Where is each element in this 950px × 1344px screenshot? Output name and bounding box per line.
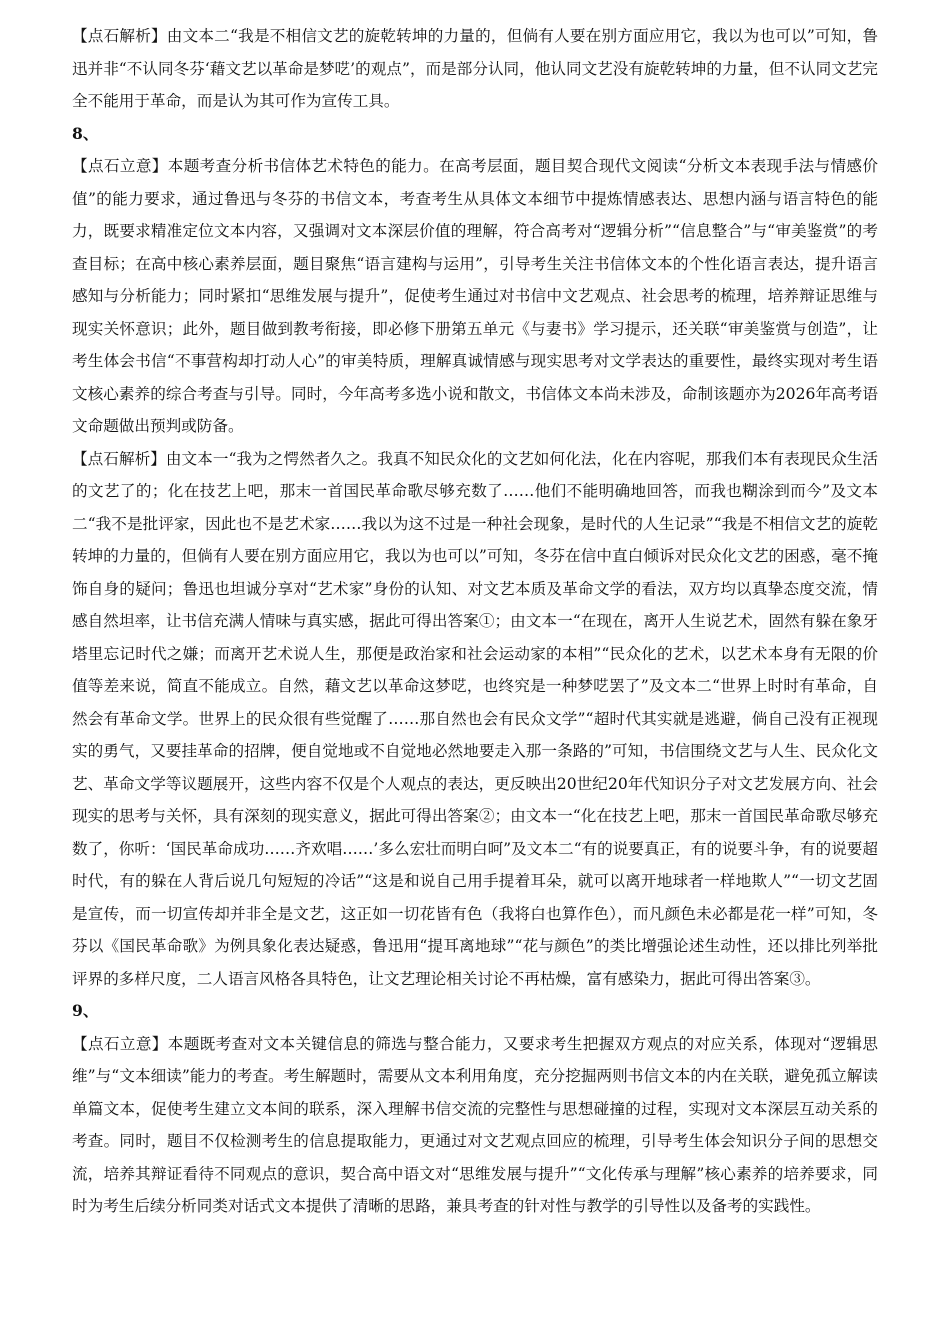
intent-paragraph-q8: 【点石立意】本题考查分析书信体艺术特色的能力。在高考层面，题目契合现代文阅读“分析文本表现手法与情感价值”的能力要求，通过鲁迅与冬芬的书信文本，考查考生从具体文本细节中提炼情感表达、思想内涵与语言特色的能力，既要求精准定位文本内容，又强调对文本深层价值的理解，符合高考对“逻辑分析”“信息整合”与“审美鉴赏”的考查目标；在高中核心素养层面，题目聚焦“语言建构与运用”，引导考生关注书信体文本的个性化语言表达，提升语言感知与分析能力；同时紧扣“思维发展与提升”，促使考生通过对书信中文艺观点、社会思考的梳理，培养辩证思维与现实关怀意识；此外，题目做到教考衔接，即必修下册第五单元《与妻书》学习提示，还关联“审美鉴赏与创造”，让考生体会书信“不事营构却打动人心”的审美特质，理解真诚情感与现实思考对文学表达的重要性，最终实现对考生语文核心素养的综合考查与引导。同时，今年高考多选小说和散文，书信体文本尚未涉及，命制该题亦为2026年高考语文命题做出预判或防备。 <box>72 157 878 435</box>
question-number-9: 9、 <box>72 1001 99 1020</box>
analysis-paragraph-q7: 【点石解析】由文本二“我是不相信文艺的旋乾转坤的力量的，但倘有人要在别方面应用它，我以为也可以”可知，鲁迅并非“不认同冬芬‘藉文艺以革命是梦呓’的观点”，而是部分认同，他认同文艺没有旋乾转坤的力量，但不认同文艺完全不能用于革命，而是认为其可作为宣传工具。 <box>72 27 878 110</box>
analysis-paragraph-q8: 【点石解析】由文本一“我为之愕然者久之。我真不知民众化的文艺如何化法，化在内容呢，那我们本有表现民众生活的文艺了的；化在技艺上吧，那末一首国民革命歌尽够充数了……他们不能明确地回答，而我也糊涂到而今”及文本二“我不是批评家，因此也不是艺术家……我以为这不过是一种社会现象，是时代的人生记录”“我是不相信文艺的旋乾转坤的力量的，但倘有人要在别方面应用它，我以为也可以”可知，冬芬在信中直白倾诉对民众化文艺的困惑，毫不掩饰自身的疑问；鲁迅也坦诚分享对“艺术家”身份的认知、对文艺本质及革命文学的看法，双方均以真挚态度交流，情感自然坦率，让书信充满人情味与真实感，据此可得出答案①；由文本一“在现在，离开人生说艺术，固然有躲在象牙塔里忘记时代之嫌；而离开艺术说人生，那便是政治家和社会运动家的本相”“民众化的艺术，以艺术本身有无限的价值等差来说，简直不能成立。自然，藉文艺以革命这梦呓，也终究是一种梦呓罢了”及文本二“世界上时时有革命，自然会有革命文学。世界上的民众很有些觉醒了……那自然也会有民众文学”“超时代其实就是逃避，倘自己没有正视现实的勇气，又要挂革命的招牌，便自觉地或不自觉地必然地要走入那一条路的”可知，书信围绕文艺与人生、民众化文艺、革命文学等议题展开，这些内容不仅是个人观点的表达，更反映出20世纪20年代知识分子对文艺发展方向、社会现实的思考与关怀，具有深刻的现实意义，据此可得出答案②；由文本一“化在技艺上吧，那末一首国民革命歌尽够充数了，你听：‘国民革命成功……齐欢唱……’多么宏壮而明白呵”及文本二“有的说要真正，有的说要斗争，有的说要超时代，有的躲在人背后说几句短短的冷话”“这是和说自己用手提着耳朵，就可以离开地球者一样地欺人”“一切文艺固是宣传，而一切宣传却并非全是文艺，这正如一切花皆有色（我将白也算作色），而凡颜色未必都是花一样”可知，冬芬以《国民革命歌》为例具象化表达疑惑，鲁迅用“提耳离地球”“花与颜色”的类比增强论述生动性，还以排比列举批评界的多样尺度，二人语言风格各具特色，让文艺理论相关讨论不再枯燥，富有感染力，据此可得出答案③。 <box>72 449 878 988</box>
intent-paragraph-q9: 【点石立意】本题既考查对文本关键信息的筛选与整合能力，又要求考生把握双方观点的对应关系，体现对“逻辑思维”与“文本细读”能力的考查。考生解题时，需要从文本利用角度，充分挖掘两则书信文本的内在关联，避免孤立解读单篇文本，促使考生建立文本间的联系，深入理解书信交流的完整性与思想碰撞的过程，实现对文本深层互动关系的考查。同时，题目不仅检测考生的信息提取能力，更通过对文艺观点回应的梳理，引导考生体会知识分子间的思想交流，培养其辩证看待不同观点的意识，契合高中语文对“思维发展与提升”“文化传承与理解”核心素养的培养要求，同时为考生后续分析同类对话式文本提供了清晰的思路，兼具考查的针对性与教学的引导性以及备考的实践性。 <box>72 1034 878 1215</box>
document-page <box>72 20 878 1223</box>
question-number-8: 8、 <box>72 123 99 143</box>
